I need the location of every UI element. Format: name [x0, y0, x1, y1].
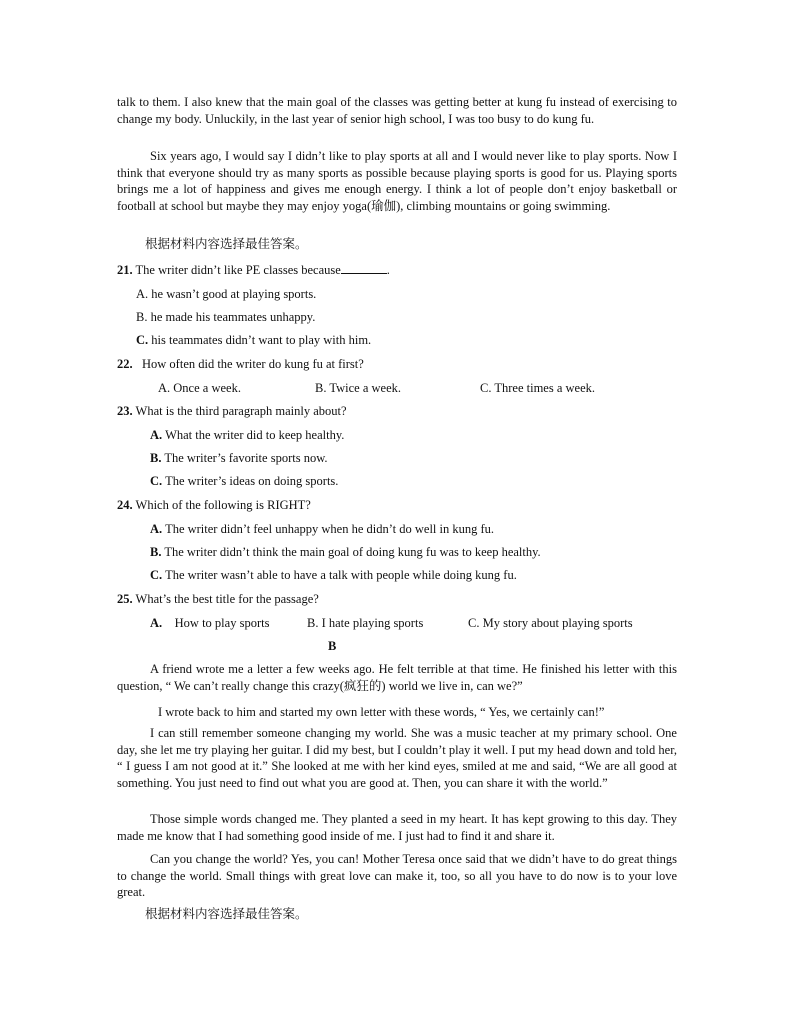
passage-b-paragraph-4: Those simple words changed me. They planted a seed in my heart. It has kept growing to this day. They made me know that I had something good inside of me. I just had to find it and share it.: [117, 812, 677, 843]
option-text: What the writer did to keep healthy.: [165, 428, 345, 442]
question-number: 22.: [117, 357, 133, 371]
passage-b-paragraph-5: Can you change the world? Yes, you can! Mother Teresa once said that we didn’t have to do great things to change the world. Small things with great love can make it, too, so all you have to do now is to your love great.: [117, 852, 677, 899]
option-text: his teammates didn’t want to play with him.: [151, 333, 372, 347]
question-25-option-c: C. My story about playing sports: [468, 616, 633, 630]
option-label: C.: [150, 568, 163, 582]
passage-a-paragraph-4: Six years ago, I would say I didn’t like to play sports at all and I would never like to play sports. Now I think that everyone should try as many sports as possible because playing sports is good for us. Playing sports brings me a lot of happiness and gives me enough energy. I think a lot of people don’t enjoy basketball or football at school but maybe they may enjoy yoga(瑜伽), climbing mountains or going swimming.: [117, 149, 677, 213]
option-label: A.: [150, 616, 163, 630]
option-label: A.: [150, 522, 163, 536]
option-label: A.: [136, 287, 149, 301]
passage-b-paragraph-2: I wrote back to him and started my own letter with these words, “ Yes, we certainly can!”: [158, 705, 605, 719]
question-25-option-b: B. I hate playing sports: [307, 616, 424, 630]
question-24-option-b: [150, 544, 541, 560]
option-label: B.: [150, 545, 162, 559]
passage-b-paragraph-3: I can still remember someone changing my world. She was a music teacher at my primary school. One day, she let me try playing her guitar. I did my best, but I couldn’t play it well. I put my head down and told her, “ I guess I am not good at it.” She looked at me with her kind eyes, smiled at me and said, “We are all good at something. You just need to find out what you are good at. Then, you can share it with the world.”: [117, 726, 677, 790]
question-21-option-b: [136, 309, 315, 325]
option-text: he wasn’t good at playing sports.: [151, 287, 317, 301]
question-text: What’s the best title for the passage?: [135, 592, 319, 606]
question-21-option-a: [136, 286, 316, 302]
question-21: [117, 262, 390, 278]
option-text: The writer’s favorite sports now.: [164, 451, 328, 465]
question-text: What is the third paragraph mainly about?: [135, 404, 347, 418]
question-21-option-c: [136, 332, 371, 348]
option-label: B.: [150, 451, 162, 465]
question-number: 24.: [117, 498, 133, 512]
passage-a-instruction: 根据材料内容选择最佳答案。: [145, 236, 308, 251]
question-22-option-b: B. Twice a week.: [315, 381, 402, 395]
question-22-option-a: A. Once a week.: [158, 381, 241, 395]
option-text: he made his teammates unhappy.: [150, 310, 316, 324]
option-text: The writer’s ideas on doing sports.: [165, 474, 339, 488]
question-text: How often did the writer do kung fu at first?: [142, 357, 364, 371]
question-text: Which of the following is RIGHT?: [135, 498, 311, 512]
answer-blank: [341, 262, 387, 274]
question-23-option-c: [150, 473, 338, 489]
question-25-option-a: [150, 615, 269, 631]
passage-b-heading: B: [328, 639, 337, 653]
question-22: [117, 356, 364, 372]
question-24: [117, 497, 311, 513]
option-text: The writer wasn’t able to have a talk with people while doing kung fu.: [165, 568, 517, 582]
question-23-option-b: [150, 450, 328, 466]
question-text: The writer didn’t like PE classes because: [135, 263, 341, 277]
option-text: How to play sports: [174, 616, 270, 630]
option-label: B.: [136, 310, 148, 324]
question-23: [117, 403, 347, 419]
question-24-option-c: [150, 567, 517, 583]
option-label: C.: [150, 474, 163, 488]
option-text: The writer didn’t feel unhappy when he didn’t do well in kung fu.: [165, 522, 495, 536]
question-25: [117, 591, 319, 607]
option-label: A.: [150, 428, 163, 442]
question-end: .: [386, 263, 390, 277]
option-label: C.: [136, 333, 149, 347]
question-number: 21.: [117, 263, 133, 277]
passage-b-instruction: 根据材料内容选择最佳答案。: [145, 906, 308, 921]
question-number: 23.: [117, 404, 133, 418]
passage-b-paragraph-1: A friend wrote me a letter a few weeks ago. He felt terrible at that time. He finished his letter with this question, “ We can’t really change this crazy(疯狂的) world we live in, can we?”: [117, 662, 677, 693]
question-22-option-c: C. Three times a week.: [480, 381, 596, 395]
option-text: The writer didn’t think the main goal of doing kung fu was to keep healthy.: [164, 545, 541, 559]
question-24-option-a: [150, 521, 494, 537]
passage-a-paragraph-continued: talk to them. I also knew that the main goal of the classes was getting better at kung fu instead of exercising to change my body. Unluckily, in the last year of senior high school, I was too busy to do kung fu.: [117, 95, 677, 126]
question-23-option-a: [150, 427, 344, 443]
question-number: 25.: [117, 592, 133, 606]
